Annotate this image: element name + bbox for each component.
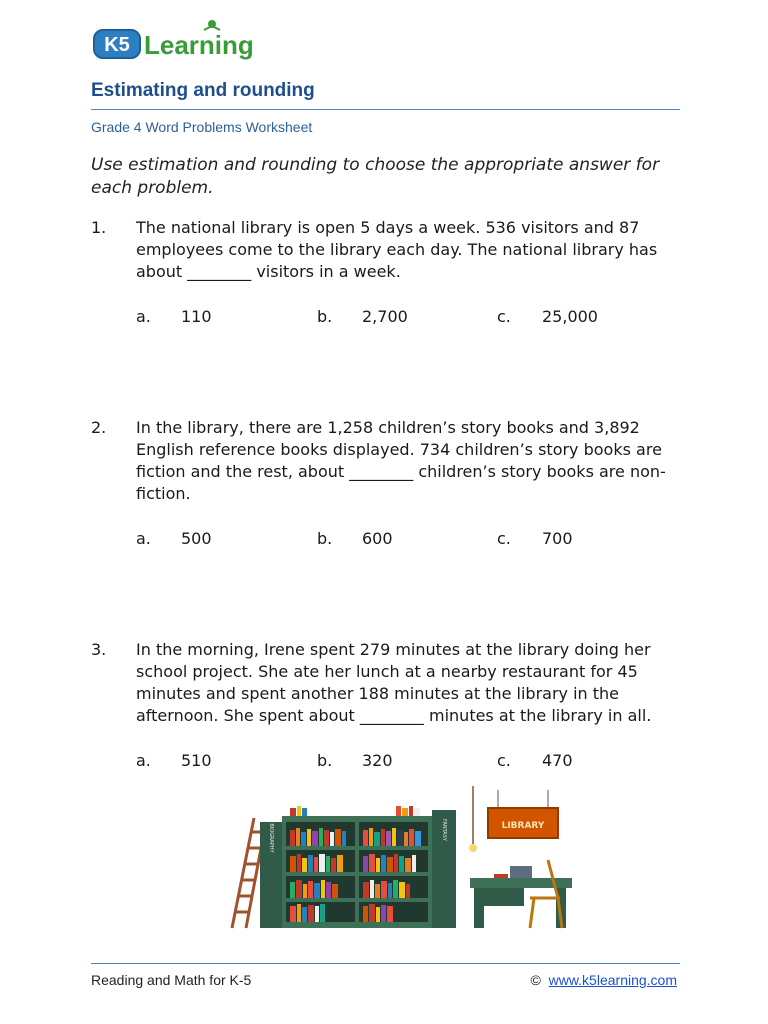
choice-letter: b. bbox=[317, 751, 333, 770]
header-divider bbox=[91, 109, 680, 110]
choice-letter: a. bbox=[136, 307, 151, 326]
problem-2 bbox=[91, 417, 691, 548]
choice-value: 600 bbox=[362, 529, 393, 548]
worksheet-subtitle: Grade 4 Word Problems Worksheet bbox=[91, 119, 313, 135]
choice-letter: a. bbox=[136, 529, 151, 548]
copyright-symbol: © bbox=[530, 972, 541, 988]
svg-text:K5: K5 bbox=[104, 34, 130, 56]
instructions: Use estimation and rounding to choose the appropriate answer for each problem. bbox=[91, 155, 660, 198]
k5-learning-logo[interactable] bbox=[92, 18, 262, 64]
laptop-icon bbox=[510, 866, 532, 878]
answer-choices bbox=[136, 750, 696, 772]
problem-text: In the library, there are 1,258 children’s story books and 3,892 English reference books displayed. 734 children’s story books are fiction and the rest, about ________ children’s story books are non-fiction. bbox=[136, 418, 666, 503]
footer-tagline: Reading and Math for K-5 bbox=[91, 972, 252, 988]
problem-text: In the morning, Irene spent 279 minutes at the library doing her school project. She ate her lunch at a nearby restaurant for 45 minutes and spent another 188 minutes at the library in the afternoon. She spent about ________ minutes at the library in all. bbox=[136, 640, 652, 725]
choice-value: 110 bbox=[181, 307, 212, 326]
svg-text:LIBRARY: LIBRARY bbox=[501, 821, 545, 831]
problem-3 bbox=[91, 639, 691, 770]
answer-choices bbox=[136, 528, 696, 550]
choice-value: 25,000 bbox=[542, 307, 598, 326]
desk bbox=[470, 878, 572, 888]
choice-value: 320 bbox=[362, 751, 393, 770]
problem-1 bbox=[91, 217, 691, 326]
choice-value: 2,700 bbox=[362, 307, 408, 326]
problem-text: The national library is open 5 days a week. 536 visitors and 87 employees come to the library each day. The national library has about ________ visitors in a week. bbox=[136, 218, 658, 281]
svg-text:Learning: Learning bbox=[144, 30, 254, 60]
choice-letter: b. bbox=[317, 529, 333, 548]
choice-letter: c. bbox=[497, 529, 511, 548]
choice-letter: c. bbox=[497, 307, 511, 326]
choice-letter: a. bbox=[136, 751, 151, 770]
choice-letter: c. bbox=[497, 751, 511, 770]
problem-number: 3. bbox=[91, 640, 107, 659]
problem-number: 1. bbox=[91, 218, 107, 237]
choice-value: 470 bbox=[542, 751, 573, 770]
svg-text:FANTASY: FANTASY bbox=[441, 819, 447, 841]
svg-text:BIOGRAPHY: BIOGRAPHY bbox=[268, 823, 274, 853]
choice-value: 510 bbox=[181, 751, 212, 770]
library-illustration bbox=[226, 786, 578, 930]
answer-choices bbox=[136, 306, 696, 328]
choice-letter: b. bbox=[317, 307, 333, 326]
problem-number: 2. bbox=[91, 418, 107, 437]
lamp-icon bbox=[469, 844, 477, 852]
website-link[interactable]: www.k5learning.com bbox=[548, 972, 677, 988]
footer-divider bbox=[91, 963, 680, 964]
footer-copyright bbox=[531, 972, 678, 988]
choice-value: 700 bbox=[542, 529, 573, 548]
page-title: Estimating and rounding bbox=[91, 80, 315, 101]
choice-value: 500 bbox=[181, 529, 212, 548]
